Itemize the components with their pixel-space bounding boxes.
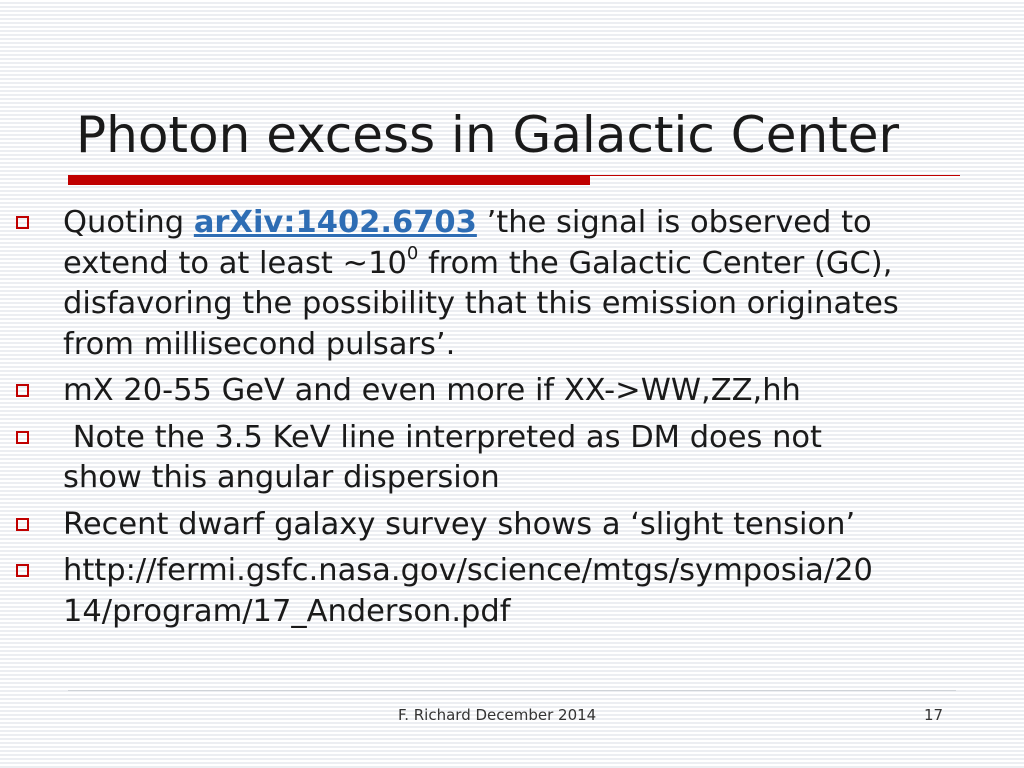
square-bullet-icon [16,384,29,397]
slide-title: Photon excess in Galactic Center [76,106,900,164]
square-bullet-icon [16,216,29,229]
bullet-item [0,203,1024,365]
bullet-text: Quoting [63,205,194,240]
bullet-line: show this angular dispersion [63,460,500,495]
bullet-line: disfavoring the possibility that this emission originates [63,286,899,321]
footer-author-date: F. Richard December 2014 [398,706,597,724]
bullet-line [63,203,1024,244]
square-bullet-icon [16,518,29,531]
title-underline-thin [590,175,960,176]
bullet-line: Recent dwarf galaxy survey shows a ‘slight tension’ [63,506,856,542]
bullet-item [0,505,1024,546]
square-bullet-icon [16,431,29,444]
title-underline-thick [68,175,590,185]
footer-divider [68,690,956,691]
superscript-text: 0 [406,243,419,265]
bullet-item [0,418,1024,499]
bullet-text: from the Galactic Center (GC), [418,245,893,281]
bullet-text: extend to at least ~10 [63,245,407,281]
page-number: 17 [924,706,944,724]
bullet-item [0,551,1024,632]
bullet-list [0,203,1024,638]
bullet-line: from millisecond pulsars’. [63,326,456,362]
bullet-line: mX 20-55 GeV and even more if XX->WW,ZZ,hh [63,373,801,408]
square-bullet-icon [16,564,29,577]
bullet-line: 14/program/17_Anderson.pdf [63,593,511,629]
bullet-line: Note the 3.5 KeV line interpreted as DM does not [63,419,823,455]
bullet-item [0,371,1024,412]
bullet-line [63,244,1024,285]
arxiv-link[interactable]: arXiv:1402.6703 [193,205,477,240]
bullet-text: ’the signal is observed to [476,205,872,240]
bullet-line: http://fermi.gsfc.nasa.gov/science/mtgs/symposia/20 [63,553,873,588]
